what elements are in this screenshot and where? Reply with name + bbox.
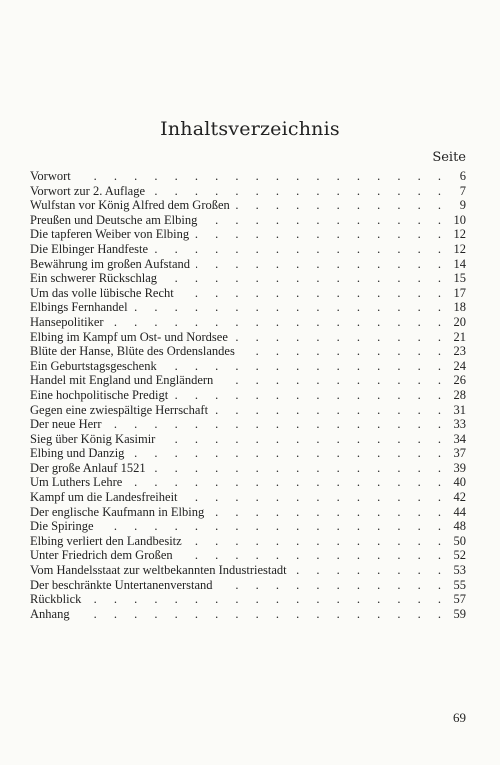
dot-leader <box>184 490 448 505</box>
toc-entry-title: Elbings Fernhandel <box>30 300 128 315</box>
toc-entry <box>30 227 466 242</box>
toc-entry <box>30 300 466 315</box>
toc-entry-page: 9 <box>459 198 466 213</box>
toc-entry-title: Elbing im Kampf um Ost- und Nordsee <box>30 329 228 344</box>
toc-entry <box>30 242 466 257</box>
toc-entry <box>30 184 466 199</box>
toc-entry <box>30 271 466 286</box>
toc-entry-page: 17 <box>453 285 466 300</box>
dot-leader <box>180 286 448 301</box>
toc-entry <box>30 286 466 301</box>
toc-entry-page: 12 <box>453 227 466 242</box>
dot-leader <box>241 344 448 359</box>
toc-entry-page: 12 <box>453 241 466 256</box>
toc-entry <box>30 213 466 228</box>
toc-entry-title: Um Luthers Lehre <box>30 475 123 490</box>
dot-leader <box>152 461 448 476</box>
dot-leader <box>174 388 448 403</box>
toc-entry-page: 53 <box>453 563 466 578</box>
page-column-header: Seite <box>432 150 466 165</box>
toc-entry-title: Elbing und Danzig <box>30 446 125 461</box>
toc-entry <box>30 607 466 622</box>
toc-entry-title: Ein Geburtstagsgeschenk <box>30 358 157 373</box>
toc-entry <box>30 592 466 607</box>
dot-leader <box>154 242 448 257</box>
toc-entry-title: Vorwort zur 2. Auflage <box>30 183 146 198</box>
toc-entry <box>30 359 466 374</box>
toc-entry-title: Die Elbinger Handfeste <box>30 241 149 256</box>
toc-entry <box>30 330 466 345</box>
dot-leader <box>293 563 448 578</box>
toc-entry <box>30 257 466 272</box>
toc-entry-page: 6 <box>459 169 466 183</box>
toc-entry <box>30 461 466 476</box>
toc-entry-page: 7 <box>459 183 466 198</box>
toc-entry-title: Elbing verliert den Landbesitz <box>30 533 182 548</box>
toc-entry-page: 21 <box>453 329 466 344</box>
dot-leader <box>203 213 448 228</box>
toc-entry <box>30 534 466 549</box>
toc-entry-title: Vom Handelsstaat zur weltbekannten Industriestadt <box>30 563 287 578</box>
dot-leader <box>76 607 448 622</box>
toc-entry-title: Ein schwerer Rückschlag <box>30 271 158 286</box>
toc-entry <box>30 344 466 359</box>
toc-entry-title: Der große Anlauf 1521 <box>30 460 146 475</box>
toc-entry-page: 57 <box>453 592 466 607</box>
toc-entry <box>30 198 466 213</box>
toc-entry-title: Blüte der Hanse, Blüte des Ordenslandes <box>30 344 235 359</box>
toc-entry-page: 33 <box>453 417 466 432</box>
toc-entry-page: 59 <box>453 606 466 621</box>
toc-entry-title: Eine hochpolitische Predigt <box>30 387 169 402</box>
toc-entry-page: 44 <box>453 504 466 519</box>
dot-leader <box>161 432 448 447</box>
toc-entry-title: Wulfstan vor König Alfred dem Großen <box>30 198 230 213</box>
toc-entry-page: 40 <box>453 475 466 490</box>
dot-leader <box>130 446 448 461</box>
toc-entry <box>30 403 466 418</box>
dot-leader <box>128 475 448 490</box>
dot-leader <box>219 373 448 388</box>
toc-entry-title: Rückblick <box>30 592 82 607</box>
toc-entry-title: Unter Friedrich dem Großen <box>30 548 173 563</box>
toc-entry <box>30 548 466 563</box>
toc-entry-page: 10 <box>453 212 466 227</box>
toc-entry-page: 42 <box>453 490 466 505</box>
dot-leader <box>234 330 448 345</box>
toc-entry-title: Sieg über König Kasimir <box>30 431 156 446</box>
dot-leader <box>107 417 448 432</box>
dot-leader <box>151 184 448 199</box>
dot-leader <box>163 359 448 374</box>
dot-leader <box>195 227 448 242</box>
toc-entry-title: Hansepolitiker <box>30 314 104 329</box>
toc-entry-title: Anhang <box>30 606 70 621</box>
toc-entry-page: 50 <box>453 533 466 548</box>
toc-entry <box>30 432 466 447</box>
page-number: 69 <box>453 710 466 725</box>
toc-entry-title: Vorwort <box>30 169 71 183</box>
toc-entry-page: 18 <box>453 300 466 315</box>
toc-entry-page: 31 <box>453 402 466 417</box>
toc-entry-page: 52 <box>453 548 466 563</box>
toc-entry <box>30 446 466 461</box>
dot-leader <box>100 519 448 534</box>
dot-leader <box>219 578 448 593</box>
dot-leader <box>134 300 448 315</box>
toc-entry-page: 55 <box>453 577 466 592</box>
dot-leader <box>87 592 448 607</box>
toc-entry-title: Die tapferen Weiber von Elbing <box>30 227 190 242</box>
toc-entry-page: 34 <box>453 431 466 446</box>
toc-entry-page: 14 <box>453 256 466 271</box>
toc-entry-title: Der englische Kaufmann in Elbing <box>30 504 205 519</box>
dot-leader <box>188 534 448 549</box>
toc-entry-page: 20 <box>453 314 466 329</box>
toc-list <box>30 169 466 621</box>
toc-entry-title: Preußen und Deutsche am Elbing <box>30 212 198 227</box>
toc-entry <box>30 373 466 388</box>
toc-entry <box>30 563 466 578</box>
toc-entry-title: Der neue Herr <box>30 417 102 432</box>
toc-entry <box>30 519 466 534</box>
toc-entry-page: 24 <box>453 358 466 373</box>
toc-entry <box>30 578 466 593</box>
toc-entry-page: 39 <box>453 460 466 475</box>
toc-entry <box>30 169 466 184</box>
toc-entry-title: Kampf um die Landesfreiheit <box>30 490 178 505</box>
toc-entry-title: Gegen eine zwiespältige Herrschaft <box>30 402 209 417</box>
page-title: Inhaltsverzeichnis <box>160 118 340 140</box>
dot-leader <box>179 548 448 563</box>
toc-entry <box>30 505 466 520</box>
table-of-contents <box>30 150 466 621</box>
dot-leader <box>196 257 448 272</box>
dot-leader <box>77 169 448 184</box>
dot-leader <box>236 198 448 213</box>
dot-leader <box>163 271 448 286</box>
dot-leader <box>214 403 448 418</box>
toc-entry-page: 48 <box>453 519 466 534</box>
toc-entry-title: Bewährung im großen Aufstand <box>30 256 191 271</box>
toc-entry-page: 26 <box>453 373 466 388</box>
toc-entry <box>30 417 466 432</box>
dot-leader <box>110 315 448 330</box>
toc-entry-title: Handel mit England und Engländern <box>30 373 214 388</box>
toc-entry-page: 23 <box>453 344 466 359</box>
toc-entry-page: 15 <box>453 271 466 286</box>
toc-entry-page: 37 <box>453 446 466 461</box>
toc-entry <box>30 475 466 490</box>
toc-entry <box>30 490 466 505</box>
toc-entry <box>30 388 466 403</box>
toc-entry-title: Um das volle lübische Recht <box>30 285 174 300</box>
toc-entry-title: Die Spiringe <box>30 519 94 534</box>
toc-entry <box>30 315 466 330</box>
dot-leader <box>210 505 448 520</box>
toc-entry-page: 28 <box>453 387 466 402</box>
toc-entry-title: Der beschränkte Untertanenverstand <box>30 577 213 592</box>
